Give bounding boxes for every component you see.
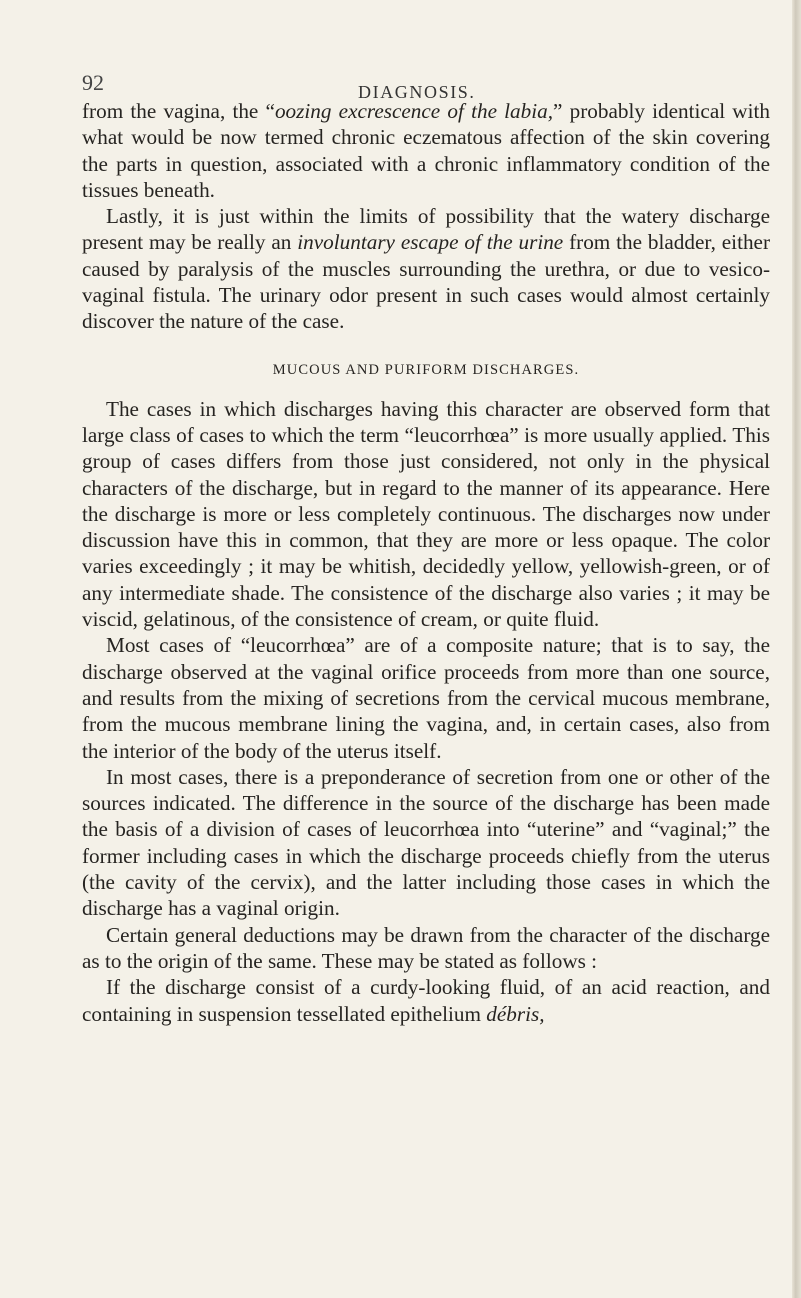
paragraph-7-italic: débris, bbox=[486, 1001, 545, 1026]
paragraph-5: In most cases, there is a preponderance of secretion from one or other of the sources indicated. The difference in the source of the discharge has been made the basis of a division of cases of leucorrhœa into “uterine” and “vaginal;” the former including cases in which the discharge proceeds chiefly from the uterus (the cavity of the cervix), and the latter including those cases in which the discharge has a vaginal origin. bbox=[82, 764, 770, 921]
paragraph-1 bbox=[82, 98, 770, 203]
paragraph-2-italic: involuntary escape of the urine bbox=[297, 230, 564, 255]
paragraph-7-text-a: If the discharge consist of a curdy-looking fluid, of an acid reaction, and containing in suspension tessellated epithelium bbox=[82, 975, 770, 1026]
paragraph-3: The cases in which discharges having this character are observed form that large class of cases to which the term “leucorrhœa” is more usually applied. This group of cases differs from those just considered, not only in the physical characters of the discharge, but in regard to the manner of its appearance. Here the discharge is more or less completely continuous. The discharges now under discussion have this in common, that they are more or less opaque. The color varies exceedingly ; it may be whitish, decidedly yellow, yellowish-green, or of any intermediate shade. The consistence of the discharge also varies ; it may be viscid, gelatinous, of the consistence of cream, or quite fluid. bbox=[82, 396, 770, 632]
paragraph-2 bbox=[82, 203, 770, 334]
paragraph-1-text-b: ” probably identical with what would be now termed chronic eczematous affection of the skin covering the parts in question, associated with a chronic inflammatory condition of the tissues beneath. bbox=[82, 99, 770, 202]
paragraph-2-text-b: from the bladder, either caused by paralysis of the muscles surrounding the urethra, or due to vesico-vaginal fistula. The urinary odor present in such cases would almost certainly discover the nature of the case. bbox=[82, 230, 771, 334]
paragraph-1-italic: oozing excrescence of the labia, bbox=[274, 99, 554, 123]
paragraph-6: Certain general deductions may be drawn from the character of the discharge as to the origin of the same. These may be stated as follows : bbox=[82, 922, 770, 973]
page-edge bbox=[792, 0, 801, 1298]
section-heading: MUCOUS AND PURIFORM DISCHARGES. bbox=[272, 361, 580, 378]
paragraph-7 bbox=[82, 974, 770, 1027]
body-text bbox=[82, 98, 770, 1027]
page-number: 92 bbox=[82, 70, 104, 95]
running-head: DIAGNOSIS. bbox=[358, 82, 476, 102]
paragraph-1-text-a: from the vagina, the “ bbox=[82, 99, 275, 123]
paragraph-4: Most cases of “leucorrhœa” are of a composite nature; that is to say, the discharge observed at the vaginal orifice proceeds from more than one source, and results from the mixing of secretions from the cervical mucous membrane, from the mucous membrane lining the vagina, and, in certain cases, also from the interior of the body of the uterus itself. bbox=[82, 633, 770, 763]
paragraph-2-text-a: Lastly, it is just within the limits of possibility that the watery discharge present may be really an bbox=[82, 204, 770, 255]
